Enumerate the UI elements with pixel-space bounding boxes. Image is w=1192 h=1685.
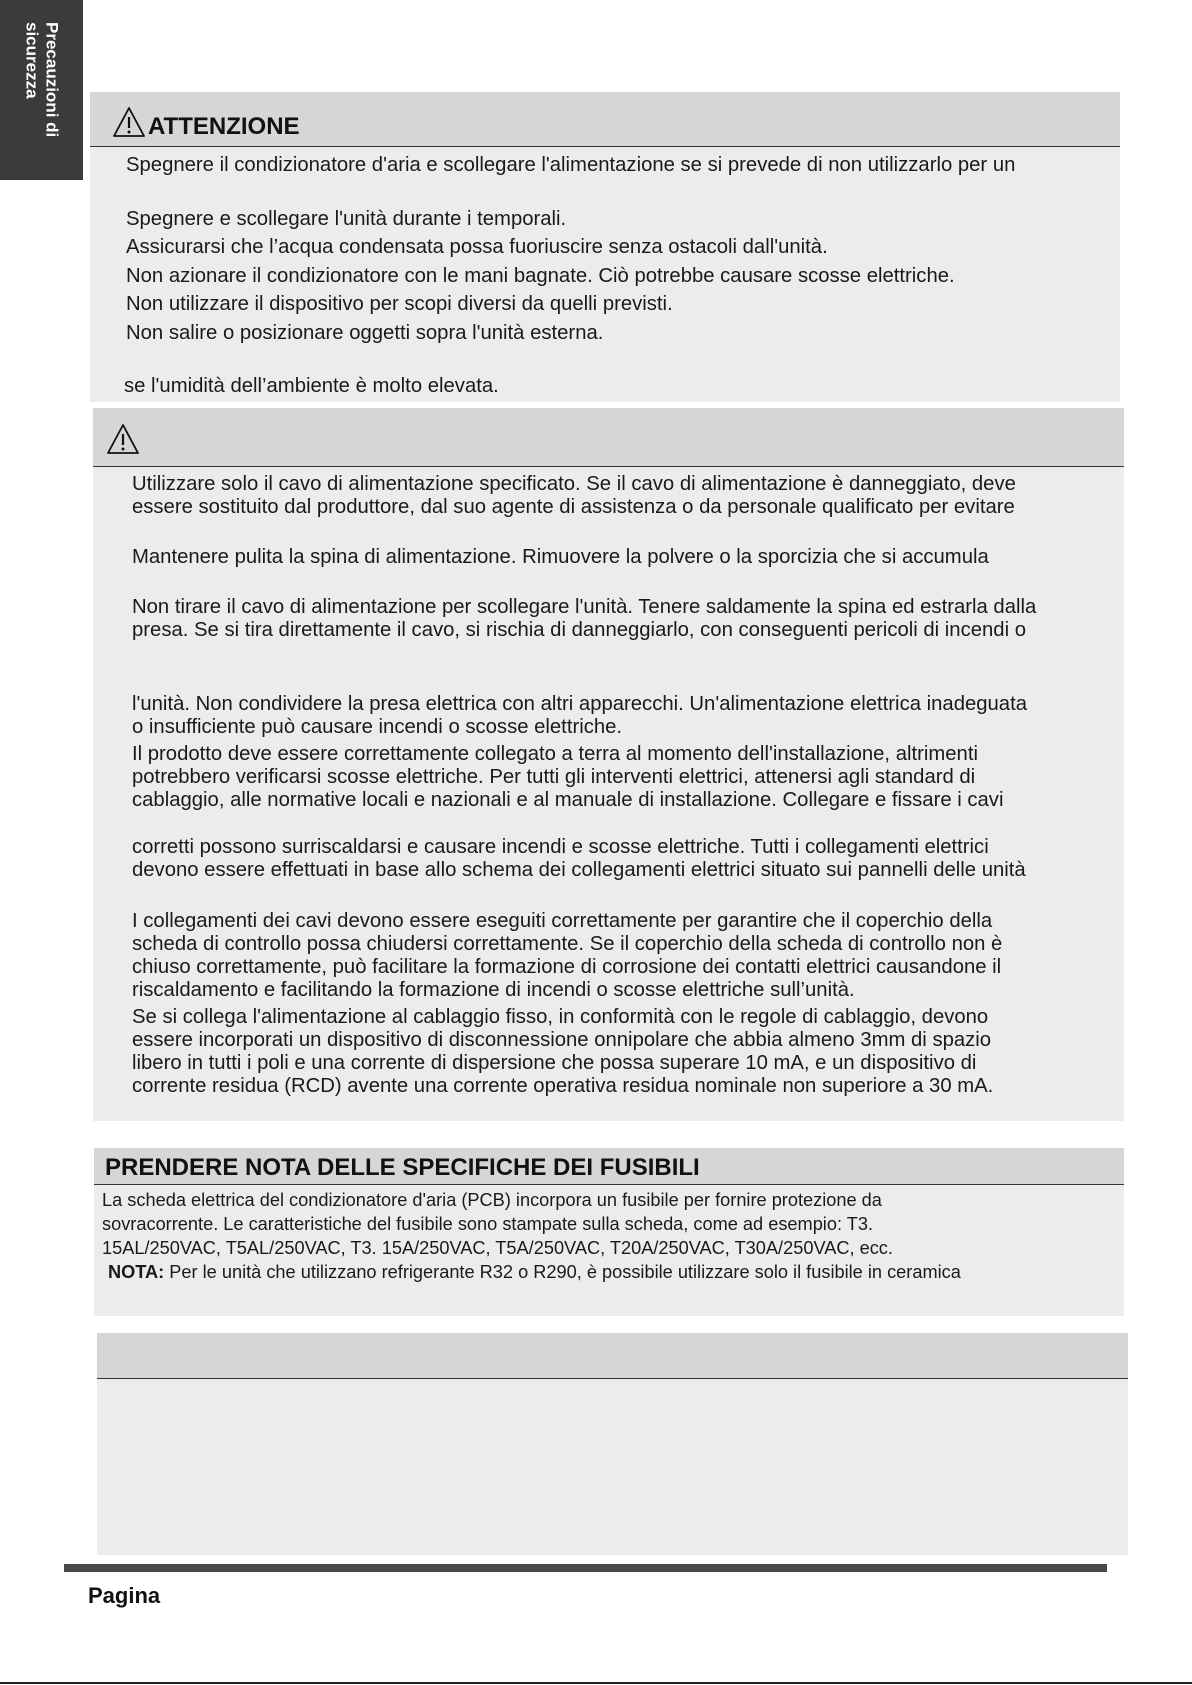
electrical-line: essere incorporati un dispositivo di disconnessione onnipolare che abbia almeno 3mm di spazio bbox=[132, 1029, 992, 1051]
electrical-line: libero in tutti i poli e una corrente di dispersione che possa superare 10 mA, e un dispositivo di bbox=[132, 1052, 977, 1074]
electrical-line: essere sostituito dal produttore, dal suo agente di assistenza o da personale qualificato per evitare bbox=[132, 496, 1015, 518]
attention-line: Non utilizzare il dispositivo per scopi diversi da quelli previsti. bbox=[126, 293, 673, 315]
electrical-line: Mantenere pulita la spina di alimentazione. Rimuovere la polvere o la sporcizia che si accumula bbox=[132, 546, 989, 568]
page-label: Pagina bbox=[88, 1583, 161, 1608]
electrical-line: l'unità. Non condividere la presa elettrica con altri apparecchi. Un'alimentazione elettrica inadeguata bbox=[132, 693, 1027, 715]
attention-line: Assicurarsi che l’acqua condensata possa fuoriuscire senza ostacoli dall'unità. bbox=[126, 236, 828, 258]
side-tab-label: Precauzioni di sicurezza bbox=[22, 22, 62, 138]
electrical-line: cablaggio, alle normative locali e nazionali e al manuale di installazione. Collegare e fissare i cavi bbox=[132, 789, 1004, 811]
side-tab bbox=[0, 0, 83, 180]
electrical-line: riscaldamento e facilitando la formazione di incendi o scosse elettriche sull’unità. bbox=[132, 979, 855, 1001]
attention-line: se l'umidità dell’ambiente è molto elevata. bbox=[124, 375, 499, 397]
fuse-title: PRENDERE NOTA DELLE SPECIFICHE DEI FUSIBILI bbox=[105, 1154, 700, 1181]
fuse-note bbox=[108, 1262, 961, 1283]
fuse-note-label: NOTA: bbox=[108, 1262, 165, 1282]
electrical-line: Il prodotto deve essere correttamente collegato a terra al momento dell'installazione, altrimenti bbox=[132, 743, 978, 765]
fuse-line: sovracorrente. Le caratteristiche del fusibile sono stampate sulla scheda, come ad esempio: T3. bbox=[102, 1214, 874, 1234]
electrical-line: devono essere effettuati in base allo schema dei collegamenti elettrici situato sui pannelli delle unità bbox=[132, 859, 1026, 881]
electrical-line: corrente residua (RCD) avente una corrente operativa residua nominale non superiore a 30 mA. bbox=[132, 1075, 994, 1097]
electrical-line: corretti possono surriscaldarsi e causare incendi e scosse elettriche. Tutti i collegamenti elettrici bbox=[132, 836, 989, 858]
attention-line: Spegnere e scollegare l'unità durante i temporali. bbox=[126, 208, 567, 230]
warning-icon bbox=[112, 106, 146, 138]
electrical-line: Se si collega l'alimentazione al cablaggio fisso, in conformità con le regole di cablaggio, devono bbox=[132, 1006, 989, 1028]
electrical-line: I collegamenti dei cavi devono essere eseguiti correttamente per garantire che il coperchio della bbox=[132, 910, 993, 932]
electrical-line: presa. Se si tira direttamente il cavo, si rischia di danneggiarlo, con conseguenti pericoli di incendi o bbox=[132, 619, 1026, 641]
electrical-line: scheda di controllo possa chiudersi correttamente. Se il coperchio della scheda di controllo non è bbox=[132, 933, 1003, 955]
electrical-line: o insufficiente può causare incendi o scosse elettriche. bbox=[132, 716, 623, 738]
attention-title: ATTENZIONE bbox=[148, 113, 300, 140]
footer-bar bbox=[64, 1564, 1107, 1572]
attention-line: Non salire o posizionare oggetti sopra l'unità esterna. bbox=[126, 322, 604, 344]
electrical-line: potrebbero verificarsi scosse elettriche. Per tutti gli interventi elettrici, attenersi agli standard di bbox=[132, 766, 976, 788]
electrical-line: chiuso correttamente, può facilitare la formazione di corrosione dei contatti elettrici causandone il bbox=[132, 956, 1002, 978]
fuse-line: 15AL/250VAC, T5AL/250VAC, T3. 15A/250VAC, T5A/250VAC, T20A/250VAC, T30A/250VAC, ecc. bbox=[102, 1238, 893, 1258]
fuse-line: La scheda elettrica del condizionatore d'aria (PCB) incorpora un fusibile per fornire protezione da bbox=[102, 1190, 882, 1210]
fuse-note-text: Per le unità che utilizzano refrigerante R32 o R290, è possibile utilizzare solo il fusibile in ceramica bbox=[164, 1262, 961, 1282]
attention-line: Non azionare il condizionatore con le mani bagnate. Ciò potrebbe causare scosse elettriche. bbox=[126, 265, 955, 287]
warning-icon bbox=[106, 423, 140, 455]
empty-panel-header bbox=[97, 1333, 1128, 1379]
electrical-line: Non tirare il cavo di alimentazione per scollegare l'unità. Tenere saldamente la spina ed estrarla dalla bbox=[132, 596, 1037, 618]
bottom-rule bbox=[0, 1682, 1192, 1684]
electrical-header bbox=[93, 408, 1124, 467]
electrical-line: Utilizzare solo il cavo di alimentazione specificato. Se il cavo di alimentazione è danneggiato, deve bbox=[132, 473, 1016, 495]
attention-line: Spegnere il condizionatore d'aria e scollegare l'alimentazione se si prevede di non utilizzarlo per un bbox=[126, 154, 1016, 176]
empty-panel bbox=[97, 1333, 1128, 1555]
